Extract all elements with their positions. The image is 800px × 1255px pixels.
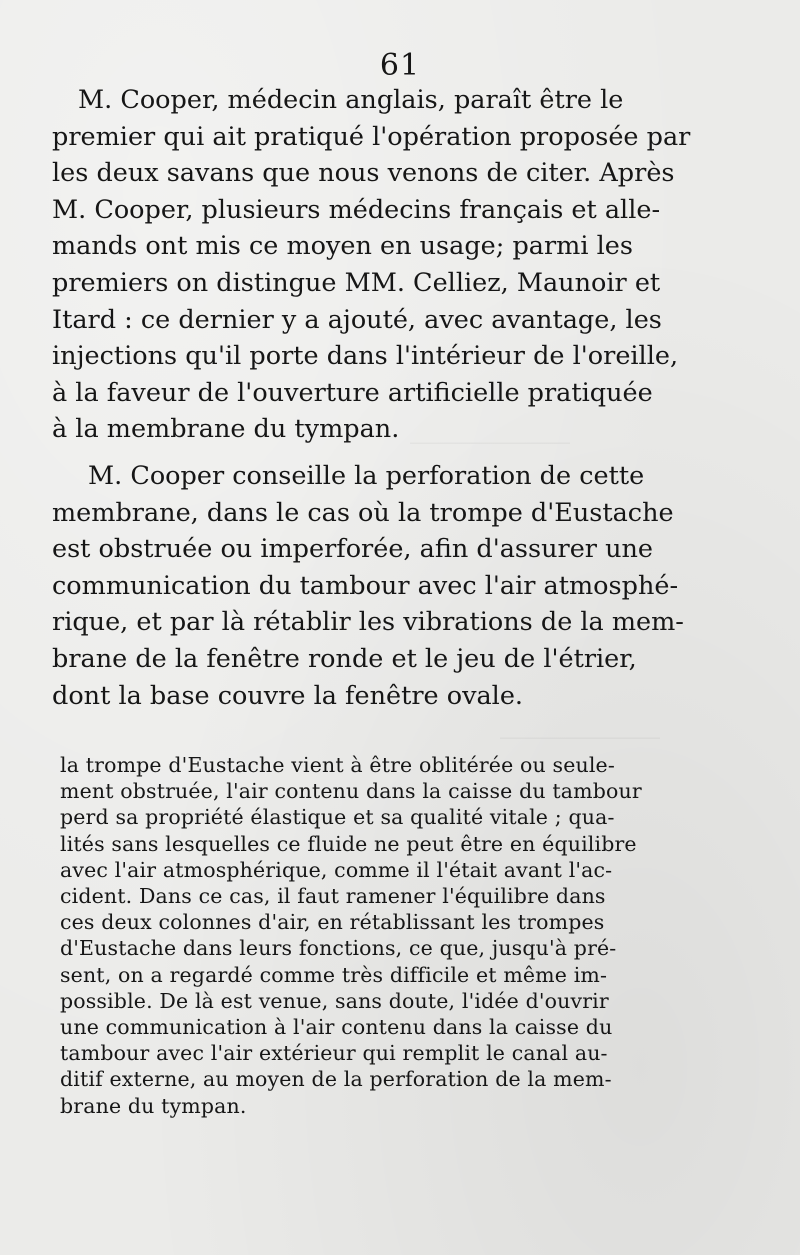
text-line: à la membrane du tympan. [52, 414, 400, 445]
note-line: une communication à l'air contenu dans la caisse du [60, 1015, 613, 1040]
paragraph [52, 458, 747, 714]
note-line: la trompe d'Eustache vient à être oblitérée ou seule- [60, 753, 615, 777]
note-line: tambour avec l'air extérieur qui remplit le canal au- [60, 1041, 608, 1066]
text-line: rique, et par là rétablir les vibrations de la mem- [52, 607, 684, 638]
note-line: cident. Dans ce cas, il faut ramener l'équilibre dans [60, 884, 606, 909]
text-line: les deux savans que nous venons de citer. Après [52, 158, 675, 189]
text-line: membrane, dans le cas où la trompe d'Eustache [52, 497, 674, 528]
text-line: premiers on distingue MM. Celliez, Maunoir et [52, 267, 661, 298]
note-line: possible. De là est venue, sans doute, l'idée d'ouvrir [60, 988, 609, 1013]
text-line: Itard : ce dernier y a ajouté, avec avantage, les [52, 304, 662, 335]
text-line: mands ont mis ce moyen en usage; parmi les [52, 231, 633, 262]
note-line: ment obstruée, l'air contenu dans la caisse du tambour [60, 779, 642, 804]
text-line: M. Cooper, plusieurs médecins français et alle- [52, 194, 661, 225]
main-text [52, 82, 747, 724]
note-line: perd sa propriété élastique et sa qualité vitale ; qua- [60, 805, 615, 830]
note-text [60, 752, 710, 1119]
text-line: M. Cooper, médecin anglais, paraît être le [78, 85, 624, 115]
page-number: 61 [379, 48, 421, 83]
text-line: communication du tambour avec l'air atmosphé- [52, 570, 679, 601]
text-line: premier qui ait pratiqué l'opération proposée par [52, 121, 691, 152]
note-line: avec l'air atmosphérique, comme il l'était avant l'ac- [60, 857, 613, 882]
show-through-mark: ________________ [500, 715, 660, 739]
text-line: brane de la fenêtre ronde et le jeu de l'étrier, [52, 643, 637, 674]
text-line: dont la base couvre la fenêtre ovale. [52, 680, 524, 711]
note-line: lités sans lesquelles ce fluide ne peut être en équilibre [60, 831, 637, 856]
note-line: ces deux colonnes d'air, en rétablissant les trompes [60, 910, 605, 935]
text-line: est obstruée ou imperforée, afin d'assurer une [52, 534, 654, 565]
text-line: à la faveur de l'ouverture artificielle pratiquée [52, 377, 653, 408]
paragraph [52, 82, 747, 448]
text-line: injections qu'il porte dans l'intérieur de l'oreille, [52, 341, 679, 372]
text-line: M. Cooper conseille la perforation de cette [88, 460, 645, 491]
note-line: sent, on a regardé comme très difficile et même im- [60, 962, 608, 987]
note-line: d'Eustache dans leurs fonctions, ce que, jusqu'à pré- [60, 936, 617, 961]
note-line: brane du tympan. [60, 1093, 247, 1118]
show-through-mark: ________________ [410, 420, 570, 444]
note-line: ditif externe, au moyen de la perforation de la mem- [60, 1067, 612, 1092]
